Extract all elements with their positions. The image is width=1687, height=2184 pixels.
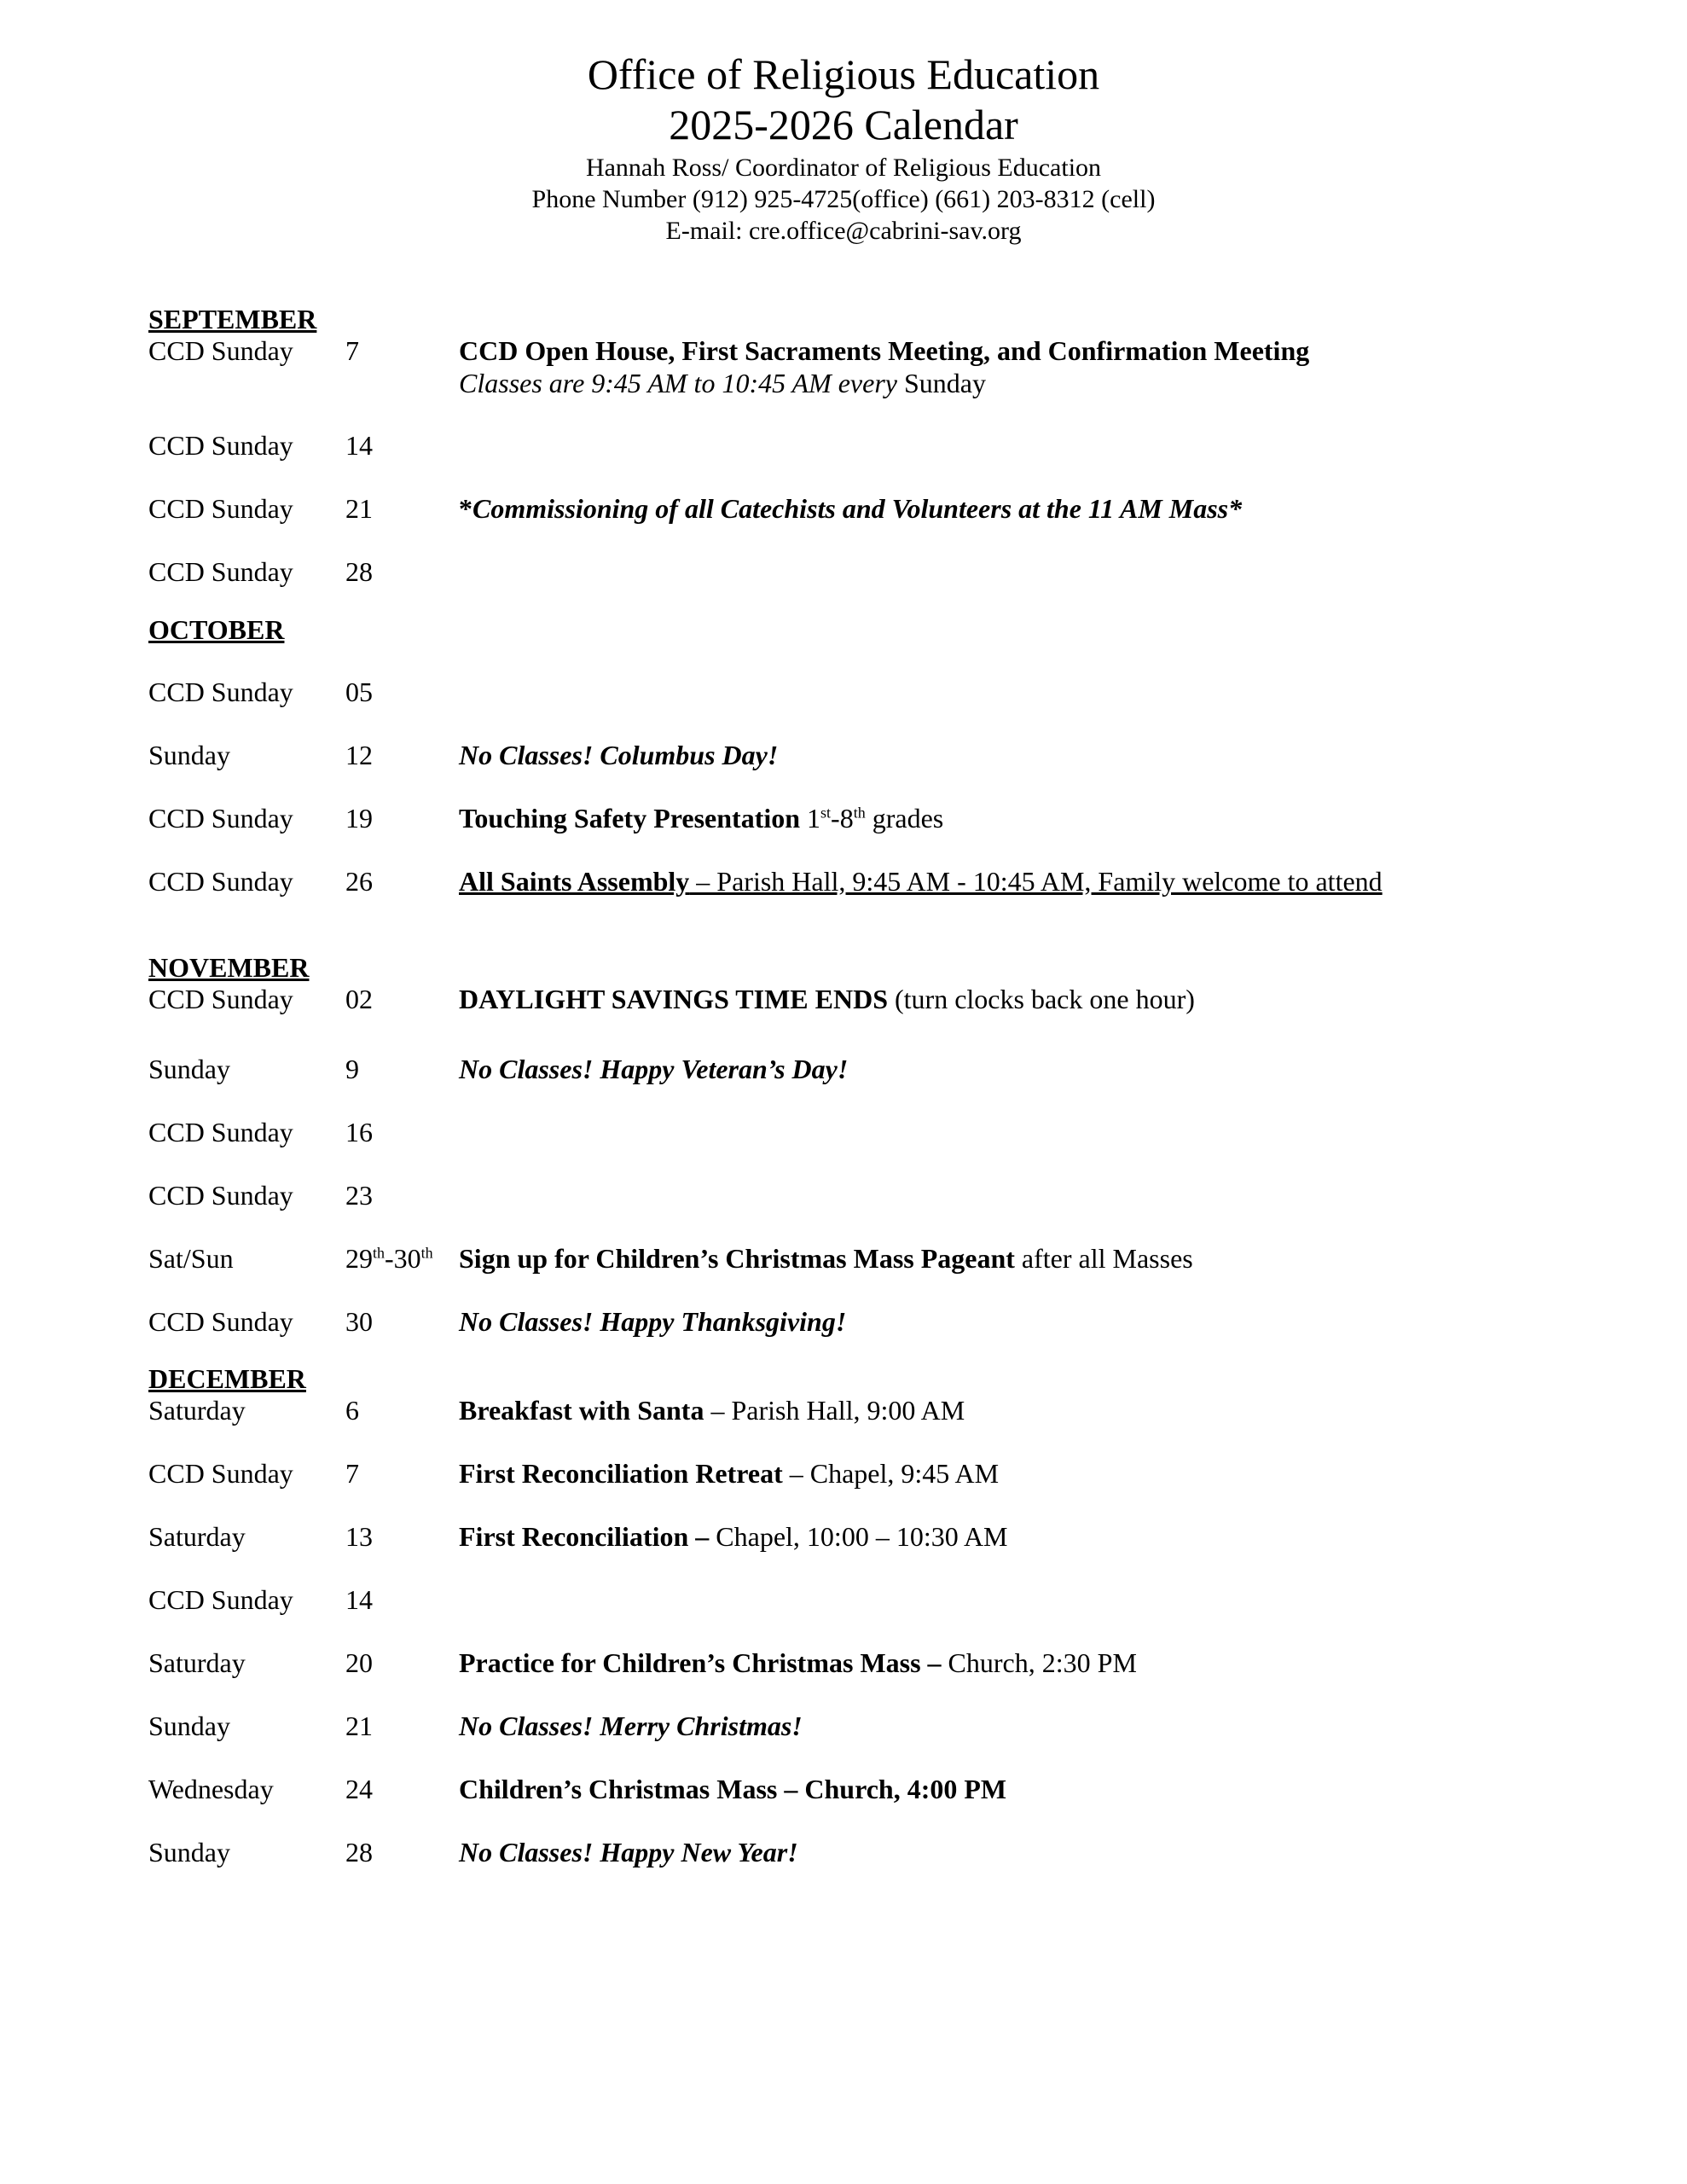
row-event: No Classes! Happy New Year! <box>459 1837 798 1867</box>
row-date: 26 <box>345 866 373 897</box>
row-date: 28 <box>345 1837 373 1867</box>
row-event: First Reconciliation Retreat – Chapel, 9:45 AM <box>459 1458 1000 1489</box>
row-day: CCD Sunday <box>148 984 293 1014</box>
row-event: DAYLIGHT SAVINGS TIME ENDS (turn clocks back one hour) <box>459 984 1195 1014</box>
row-date: 6 <box>345 1395 359 1426</box>
row-event: Breakfast with Santa – Parish Hall, 9:00 AM <box>459 1395 965 1426</box>
row-date: 9 <box>345 1054 359 1084</box>
row-day: Sunday <box>148 1054 230 1084</box>
row-day: CCD Sunday <box>148 1458 293 1489</box>
row-date: 12 <box>345 740 373 770</box>
row-date: 24 <box>345 1774 373 1804</box>
row-day: CCD Sunday <box>148 1180 293 1211</box>
row-day: Saturday <box>148 1647 246 1678</box>
phone-line: Phone Number (912) 925-4725(office) (661) 203-8312 (cell) <box>531 185 1156 213</box>
row-day: CCD Sunday <box>148 677 293 707</box>
row-day: CCD Sunday <box>148 1117 293 1147</box>
row-day: CCD Sunday <box>148 335 293 366</box>
row-day: Saturday <box>148 1521 246 1552</box>
row-event: No Classes! Columbus Day! <box>459 740 779 770</box>
row-day: Sunday <box>148 740 230 770</box>
row-day: CCD Sunday <box>148 556 293 587</box>
document-title: Office of Religious Education <box>587 50 1100 98</box>
row-day: Saturday <box>148 1395 246 1426</box>
month-heading-october: OCTOBER <box>148 614 285 645</box>
row-day: CCD Sunday <box>148 493 293 524</box>
row-day: CCD Sunday <box>148 430 293 461</box>
row-date: 19 <box>345 803 373 834</box>
row-date: 02 <box>345 984 373 1014</box>
row-note: Classes are 9:45 AM to 10:45 AM every Sunday <box>459 368 986 398</box>
row-date: 14 <box>345 430 373 461</box>
row-event: Sign up for Children’s Christmas Mass Pageant after all Masses <box>459 1243 1193 1274</box>
row-day: CCD Sunday <box>148 866 293 897</box>
row-event: No Classes! Merry Christmas! <box>459 1711 803 1741</box>
document-subtitle: 2025-2026 Calendar <box>669 101 1018 148</box>
row-event: All Saints Assembly – Parish Hall, 9:45 AM - 10:45 AM, Family welcome to attend <box>459 866 1383 897</box>
row-date: 05 <box>345 677 373 707</box>
row-event: No Classes! Happy Thanksgiving! <box>459 1306 847 1337</box>
row-date: 29th-30th <box>345 1243 433 1274</box>
email-line: E-mail: cre.office@cabrini-sav.org <box>665 217 1022 245</box>
row-date: 20 <box>345 1647 373 1678</box>
row-event: Touching Safety Presentation 1st-8th grades <box>459 803 944 834</box>
month-heading-november: NOVEMBER <box>148 952 310 983</box>
row-date: 13 <box>345 1521 373 1552</box>
row-date: 14 <box>345 1584 373 1615</box>
row-event: No Classes! Happy Veteran’s Day! <box>459 1054 849 1084</box>
row-date: 30 <box>345 1306 373 1337</box>
row-day: CCD Sunday <box>148 1306 293 1337</box>
row-day: CCD Sunday <box>148 1584 293 1615</box>
month-heading-september: SEPTEMBER <box>148 304 317 334</box>
row-date: 16 <box>345 1117 373 1147</box>
row-day: Sat/Sun <box>148 1243 234 1274</box>
row-event: First Reconciliation – Chapel, 10:00 – 10:30 AM <box>459 1521 1008 1552</box>
row-date: 21 <box>345 493 373 524</box>
row-event: Practice for Children’s Christmas Mass – Church, 2:30 PM <box>459 1647 1137 1678</box>
row-day: Wednesday <box>148 1774 274 1804</box>
row-date: 28 <box>345 556 373 587</box>
row-day: Sunday <box>148 1711 230 1741</box>
row-event: *Commissioning of all Catechists and Volunteers at the 11 AM Mass* <box>459 493 1243 524</box>
row-date: 21 <box>345 1711 373 1741</box>
coordinator-line: Hannah Ross/ Coordinator of Religious Education <box>585 154 1102 182</box>
row-day: CCD Sunday <box>148 803 293 834</box>
row-event: Children’s Christmas Mass – Church, 4:00 PM <box>459 1774 1007 1804</box>
row-date: 23 <box>345 1180 373 1211</box>
row-event: CCD Open House, First Sacraments Meeting, and Confirmation Meeting <box>459 335 1310 366</box>
row-date: 7 <box>345 335 359 366</box>
row-date: 7 <box>345 1458 359 1489</box>
month-heading-december: DECEMBER <box>148 1363 306 1394</box>
row-day: Sunday <box>148 1837 230 1867</box>
